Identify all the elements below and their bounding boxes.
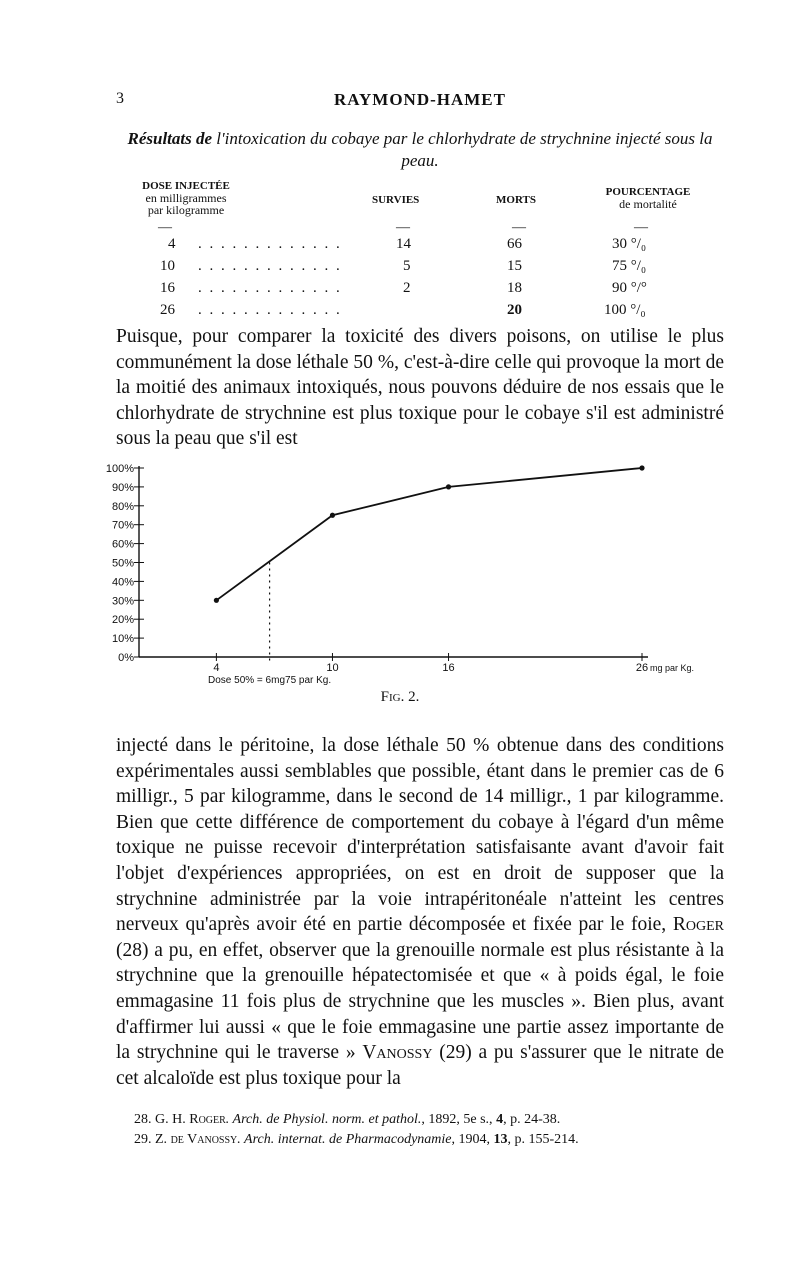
cell-dots: . . . . . . . . . . . . . [198,236,342,252]
header-pct-line1: POURCENTAGE [605,186,691,198]
paragraph-2-part-b: (28) a pu, en effet, observer que la grenouille normale est plus résistante à la strychnine que la grenouille hépatectomisée et que « à poids égal, le foie emmagasine 11 fois plus de strychnine que les muscles ». Bien plus, avant d'affirmer lui aussi « que le foie emmagasine une partie assez importante de la strychnine qui le traverse » [116,939,724,1064]
cell-morts: 18 [507,280,522,296]
y-tick-label: 80% [111,500,134,513]
header-dose-line2: en milligrammes [145,191,227,205]
table-caption [116,128,724,172]
cell-morts: 15 [507,258,522,274]
header-pct-line2: de mortalité [619,197,677,211]
y-tick-label: 30% [111,595,134,608]
footnote-number: 29. Z. [134,1132,171,1147]
footnote-year: , 1892, 5e s., [421,1112,497,1127]
cell-dots: . . . . . . . . . . . . . [198,258,342,274]
table-caption-lead: Résultats de [127,129,213,148]
cell-dose: 26 [160,302,175,318]
y-tick-label: 90% [111,481,134,494]
table-row [140,258,720,280]
figure-caption: Fig. 2. [380,689,420,705]
footnote-29 [134,1130,734,1150]
footnote-journal: . Arch. internat. de Pharmacodynamie [237,1132,452,1147]
header-dash: — [396,220,410,235]
page-number: 3 [116,90,124,107]
header-dash: — [512,220,526,235]
table-row [140,236,720,258]
header-dose [116,180,256,216]
header-dash: — [158,220,172,235]
header-dose-line3: par kilogramme [147,203,225,217]
footnote-journal: . Arch. de Physiol. norm. et pathol. [225,1112,422,1127]
paragraph-2-part-a: injecté dans le péritoine, la dose léthale 50 % obtenue dans des conditions expérimentales aussi semblables que possible, étant dans le premier cas de 6 milligr., 5 par kilogramme, dans le second de 14 milligr., 1 par kilogramme. Bien que cette différence de comportement du cobaye à l'égard d'un même toxique ne puisse recevoir d'interprétation satisfaisante avant d'avoir fait l'objet d'expériences appropriées, on est en droit de supposer que la strychnine administrée par la voie intrapéritonéale n'atteint les centres nerveux qu'après avoir été en partie décomposée et fixée par le foie, [116,735,724,936]
y-tick-label: 70% [111,519,134,532]
footnote-volume: 13 [493,1132,508,1147]
y-tick-label: 60% [111,538,134,551]
mortality-chart [105,456,712,686]
cell-dose: 16 [160,280,175,296]
x-tick-label: 16 [442,662,455,674]
series-line [216,468,642,600]
x-tick-label: 26 [635,662,649,674]
y-tick-label: 100% [105,463,134,475]
x-tick-label: 4 [213,662,220,674]
y-tick-label: 50% [111,557,134,570]
cell-dots: . . . . . . . . . . . . . [198,302,342,318]
y-tick-label: 10% [111,633,134,646]
y-tick-label: 40% [111,576,134,589]
paragraph-1: Puisque, pour comparer la toxicité des divers poisons, on utilise le plus communément la dose léthale 50 %, c'est-à-dire celle qui provoque la mort de la moitié des animaux intoxiqués, nous pouvons déduire de nos essais que le chlorhydrate de strychnine est plus toxique pour le cobaye s'il est administré sous la peau que s'il est [116,326,724,450]
cell-pourcentage: 90 °/° [612,280,647,296]
running-head [116,90,724,114]
footnote-author: de Vanossy [170,1132,238,1147]
footnote-volume: 4 [496,1112,504,1127]
dose-50-label: Dose 50% = 6mg75 par Kg. [208,675,332,686]
x-axis-unit-label: mg par Kg. [650,663,695,673]
cell-morts: 66 [507,236,522,252]
header-dose-line1: DOSE INJECTÉE [142,180,230,192]
table-row [140,302,720,324]
y-tick-label: 0% [118,652,134,664]
author-vanossy: Vanossy [362,1042,433,1064]
data-point [214,598,219,603]
cell-survies: 14 [396,236,411,252]
paragraph-2 [116,733,724,1091]
data-point [639,465,644,470]
cell-dose: 10 [160,258,175,274]
cell-pourcentage: 30 °/₀ [612,236,647,252]
running-head-author: RAYMOND-HAMET [334,90,506,109]
footnote-year: , 1904, [451,1132,494,1147]
cell-pourcentage: 100 °/₀ [604,302,646,318]
footnote-pages: , p. 24-38. [503,1112,561,1127]
paragraph-2-part-c: (29) a pu s'assurer que le nitrate de cet alcaloïde est plus toxique pour la [116,1042,724,1089]
footnote-number: 28. G. H. [134,1112,190,1127]
cell-survies: 2 [403,280,411,296]
table-row [140,280,720,302]
footnote-28 [134,1110,734,1130]
cell-morts: 20 [507,302,522,318]
y-tick-label: 20% [111,614,134,627]
cell-pourcentage: 75 °/₀ [612,258,647,274]
header-pourcentage [588,186,708,210]
header-dash: — [634,220,648,235]
cell-dose: 4 [168,236,176,252]
header-morts: MORTS [496,194,536,206]
footnote-author: Roger [189,1112,226,1127]
footnote-pages: , p. 155-214. [507,1132,579,1147]
data-point [446,484,451,489]
table-caption-rest: l'intoxication du cobaye par le chlorhydrate de strychnine injecté sous la peau. [212,129,713,170]
footnotes [134,1110,734,1150]
cell-survies: 5 [403,258,411,274]
data-point [330,513,335,518]
x-tick-label: 10 [326,662,339,674]
cell-dots: . . . . . . . . . . . . . [198,280,342,296]
header-survies: SURVIES [372,194,420,206]
author-roger: Roger [672,914,724,936]
